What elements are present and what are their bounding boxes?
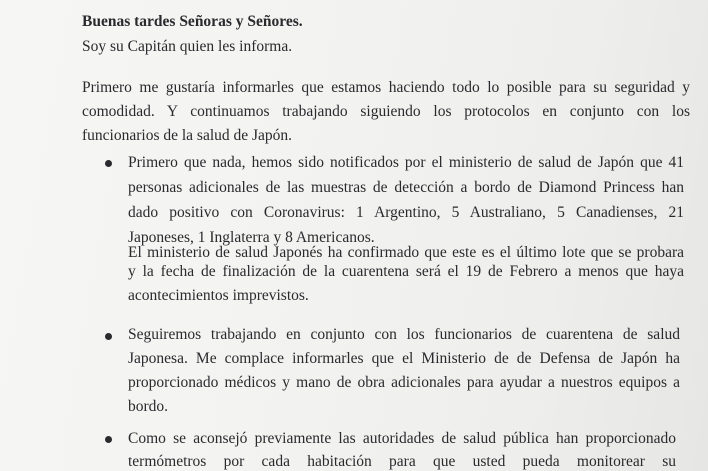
paragraph-line: Primero me gustaría informarles que estamos haciendo todo lo posible para su seguridad y: [82, 79, 690, 96]
bullet-line: acontecimientos imprevistos.: [128, 287, 309, 304]
bullet-dot: [105, 333, 112, 340]
paragraph-line: comodidad. Y continuamos trabajando siguiendo los protocolos en conjunto con los: [82, 103, 690, 120]
bullet-line: bordo.: [128, 398, 169, 415]
bullet-line: Primero que nada, hemos sido notificados por el ministerio de salud de Japón que 41: [128, 154, 684, 171]
greeting: Buenas tardes Señoras y Señores.: [82, 13, 303, 30]
bullet-line: Japoneses, 1 Inglaterra y 8 Americanos.: [128, 229, 375, 246]
bullet-line: y la fecha de finalización de la cuarentena será el 19 de Febrero a menos que haya: [128, 263, 684, 280]
bullet-line: Japonesa. Me complace informarles que el Ministerio de de Defensa de Japón ha: [128, 350, 680, 367]
paragraph-line: funcionarios de la salud de Japón.: [82, 127, 293, 144]
bullet-dot: [105, 436, 112, 443]
bullet-line: Como se aconsejó previamente las autoridades de salud pública han proporcionado: [128, 430, 676, 447]
intro-line: Soy su Capitán quien les informa.: [82, 38, 293, 55]
bullet-line: Seguiremos trabajando en conjunto con los funcionarios de cuarentena de salud: [128, 326, 680, 343]
bullet-dot: [105, 160, 112, 167]
bullet-line: termómetros por cada habitación para que usted pueda monitorear su: [128, 453, 676, 470]
bullet-line: dado positivo con Coronavirus: 1 Argentino, 5 Australiano, 5 Canadienses, 21: [128, 204, 684, 221]
bullet-line: El ministerio de salud Japonés ha confirmado que este es el último lote que se probara: [128, 244, 684, 261]
bullet-line: proporcionado médicos y mano de obra adicionales para ayudar a nuestros equipos a: [128, 374, 680, 391]
bullet-line: personas adicionales de las muestras de detección a bordo de Diamond Princess han: [128, 179, 684, 196]
